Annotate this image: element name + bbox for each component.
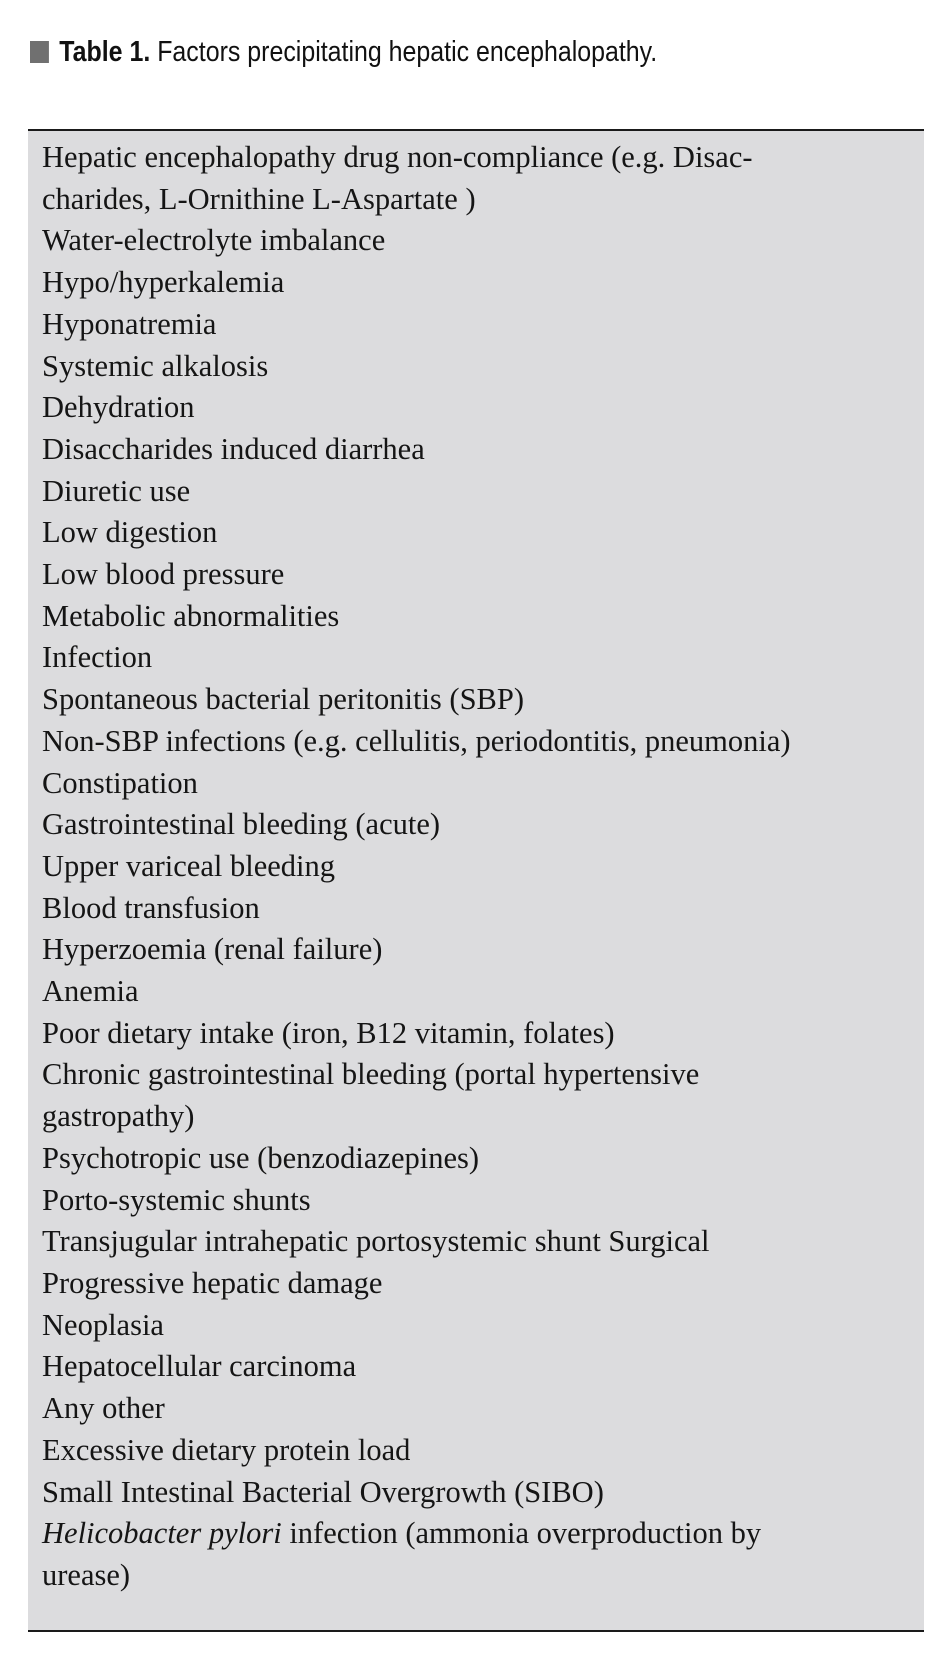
table-row <box>42 971 912 1013</box>
table-row-text: Hepatocellular carcinoma <box>42 1349 357 1384</box>
table-row-text: Excessive dietary protein load <box>42 1432 411 1467</box>
table-row-text: Metabolic abnormalities <box>42 598 340 633</box>
table-row-text: Hypo/hyperkalemia <box>42 265 285 300</box>
table-row-text: Any other <box>42 1391 165 1426</box>
table-row-text: Systemic alkalosis <box>42 348 269 383</box>
table-row-text: Dehydration <box>42 390 195 425</box>
table-caption <box>30 32 657 72</box>
table-row <box>42 387 912 429</box>
table-row <box>42 262 912 304</box>
table-row-text: Neoplasia <box>42 1307 164 1342</box>
factors-table <box>28 129 924 1632</box>
table-row-text: Spontaneous bacterial peritonitis (SBP) <box>42 682 524 717</box>
table-row <box>42 596 912 638</box>
table-row-text: Transjugular intrahepatic portosystemic shunt Surgical <box>42 1224 710 1259</box>
table-row <box>42 888 912 930</box>
table-row-text: Hepatic encephalopathy drug non-compliance (e.g. Disac- <box>42 140 753 174</box>
table-row-text: Porto-systemic shunts <box>42 1182 311 1217</box>
table-row <box>42 304 912 346</box>
table-row-text: urease) <box>42 1557 131 1592</box>
table-row <box>42 554 912 596</box>
table-row-text: Diuretic use <box>42 473 191 508</box>
table-row <box>42 1138 912 1180</box>
table-row <box>42 763 912 805</box>
table-row-text: Small Intestinal Bacterial Overgrowth (SIBO) <box>42 1474 604 1509</box>
table-row <box>42 1513 912 1596</box>
table-row-text: Water-electrolyte imbalance <box>42 223 386 258</box>
caption-label: Table 1. <box>59 35 151 68</box>
table-row <box>42 1263 912 1305</box>
table-row-text: Chronic gastrointestinal bleeding (portal hypertensive <box>42 1057 700 1092</box>
table-row <box>42 679 912 721</box>
table-row <box>42 721 912 763</box>
table-row-text: infection (ammonia overproduction by <box>281 1516 762 1551</box>
table-row <box>42 220 912 262</box>
table-row-text: gastropathy) <box>42 1099 195 1134</box>
table-row-text: Disaccharides induced diarrhea <box>42 431 425 466</box>
table-row <box>42 1221 912 1263</box>
table-row-text: Poor dietary intake (iron, B12 vitamin, folates) <box>42 1015 615 1050</box>
table-row-text: Anemia <box>42 974 139 1009</box>
table-row <box>42 512 912 554</box>
species-name: Helicobacter pylori <box>42 1516 282 1551</box>
table-row <box>42 1013 912 1055</box>
table-row <box>42 637 912 679</box>
caption-title: Factors precipitating hepatic encephalopathy. <box>150 35 658 68</box>
table-row-text: Psychotropic use (benzodiazepines) <box>42 1140 480 1175</box>
table-row <box>42 1346 912 1388</box>
table-row-text: Blood transfusion <box>42 890 260 925</box>
table-row-text: Progressive hepatic damage <box>42 1265 383 1300</box>
table-row <box>42 429 912 471</box>
table-row <box>42 804 912 846</box>
table-row-text: Constipation <box>42 765 198 800</box>
table-row-text: Infection <box>42 640 153 675</box>
table-row <box>42 1472 912 1514</box>
table-row <box>42 929 912 971</box>
table-row-text: Gastrointestinal bleeding (acute) <box>42 807 441 842</box>
table-row <box>42 846 912 888</box>
table-row-text: Low blood pressure <box>42 557 285 592</box>
table-row-text: Low digestion <box>42 515 218 550</box>
caption-square-icon <box>30 41 49 63</box>
table-row-text: Hyperzoemia (renal failure) <box>42 932 383 967</box>
table-row <box>42 1054 912 1137</box>
table-row <box>42 1180 912 1222</box>
table-row <box>42 1430 912 1472</box>
factor-list <box>28 131 924 1597</box>
table-row-text: Hyponatremia <box>42 306 217 341</box>
table-row <box>42 137 912 220</box>
table-row <box>42 346 912 388</box>
table-row <box>42 1305 912 1347</box>
table-row-text: charides, L-Ornithine L-Aspartate ) <box>42 181 476 216</box>
table-row-text: Non-SBP infections (e.g. cellulitis, periodontitis, pneumonia) <box>42 723 791 758</box>
table-row <box>42 1388 912 1430</box>
table-row-text: Upper variceal bleeding <box>42 848 335 883</box>
table-row <box>42 471 912 513</box>
